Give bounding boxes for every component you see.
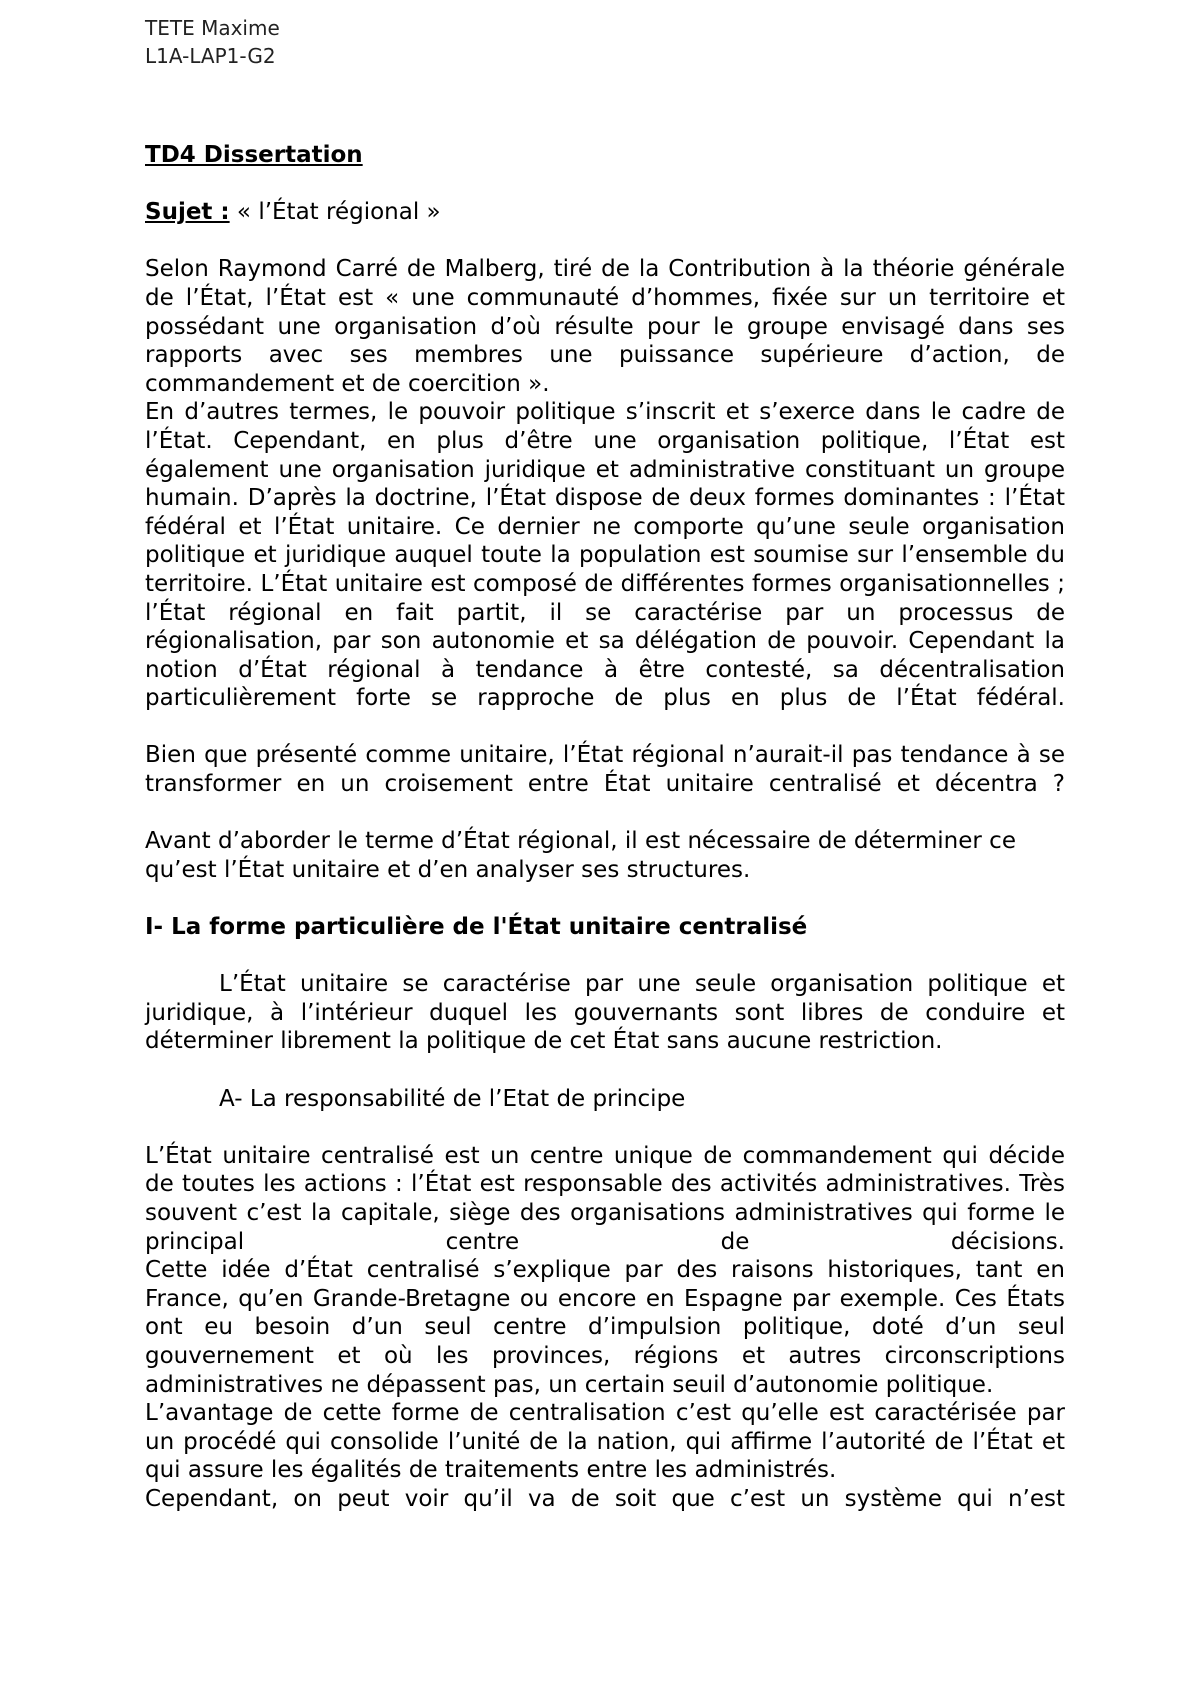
intro-paragraph-1: Selon Raymond Carré de Malberg, tiré de la Contribution à la théorie générale de l’État, l’État est « une communauté d’hommes, fixée sur un territoire et possédant une organisation d’où résulte pour le groupe envisagé dans ses rapports avec ses membres une puissance supérieure d’action, de commandement et de coercition ». xyxy=(145,256,1065,397)
part1a-paragraph-1: L’État unitaire centralisé est un centre unique de commandement qui décide de toutes les actions : l’État est responsable des activités administratives. Très souvent c’est la capitale, siège des organisations administratives qui forme le principal centre de décisions. xyxy=(145,1142,1065,1255)
problematic-paragraph: Bien que présenté comme unitaire, l’État régional n’aurait-il pas tendance à se transformer en un croisement entre État unitaire centralisé et décentra ? xyxy=(145,742,1065,798)
part1-intro-paragraph: L’État unitaire se caractérise par une seule organisation politique et juridique, à l’intérieur duquel les gouvernants sont libres de conduire et déterminer librement la politique de cet État sans aucune restriction. xyxy=(145,971,1065,1055)
intro-paragraph-2: En d’autres termes, le pouvoir politique s’inscrit et s’exerce dans le cadre de l’État. Cependant, en plus d’être une organisation politique, l’État est également une organisation juridique et administrative constituant un groupe humain. D’après la doctrine, l’État dispose de deux formes dominantes : l’État fédéral et l’État unitaire. Ce dernier ne comporte qu’une seule organisation politique et juridique auquel toute la population est soumise sur l’ensemble du territoire. L’État unitaire est composé de différentes formes organisationnelles ; l’État régional en fait partit, il se caractérise par un processus de régionalisation, par son autonomie et sa délégation de pouvoir. Cependant la notion d’État régional à tendance à être contesté, sa décentralisation particulièrement forte se rapproche de plus en plus de l’État fédéral. xyxy=(145,399,1065,712)
group-code: L1A-LAP1-G2 xyxy=(145,44,276,68)
document-title: TD4 Dissertation xyxy=(145,142,363,168)
document-body xyxy=(145,141,1065,1514)
part1a-paragraph-3: L’avantage de cette forme de centralisation c’est qu’elle est caractérisée par un procédé qui consolide l’unité de la nation, qui affirme l’autorité de l’État et qui assure les égalités de traitements entre les administrés. xyxy=(145,1400,1065,1484)
part1a-paragraph-2: Cette idée d’État centralisé s’explique par des raisons historiques, tant en France, qu’en Grande-Bretagne ou encore en Espagne par exemple. Ces États ont eu besoin d’un seul centre d’impulsion politique, doté d’un seul gouvernement et où les provinces, régions et autres circonscriptions administratives ne dépassent pas, un certain seuil d’autonomie politique. xyxy=(145,1257,1065,1398)
part1-title: I- La forme particulière de l'État unitaire centralisé xyxy=(145,914,808,941)
author-name: TETE Maxime xyxy=(145,16,280,40)
part1a-title: A- La responsabilité de l’Etat de principe xyxy=(219,1085,686,1112)
subject-text: « l’État régional » xyxy=(229,199,441,226)
announcement-paragraph: Avant d’aborder le terme d’État régional, il est nécessaire de déterminer ce qu’est l’État unitaire et d’en analyser ses structures. xyxy=(145,828,1016,883)
part1a-paragraph-4: Cependant, on peut voir qu’il va de soit que c’est un système qui n’est xyxy=(145,1485,1065,1512)
subject-label: Sujet : xyxy=(145,199,230,226)
document-header xyxy=(145,14,280,70)
subject-line xyxy=(145,198,1065,227)
